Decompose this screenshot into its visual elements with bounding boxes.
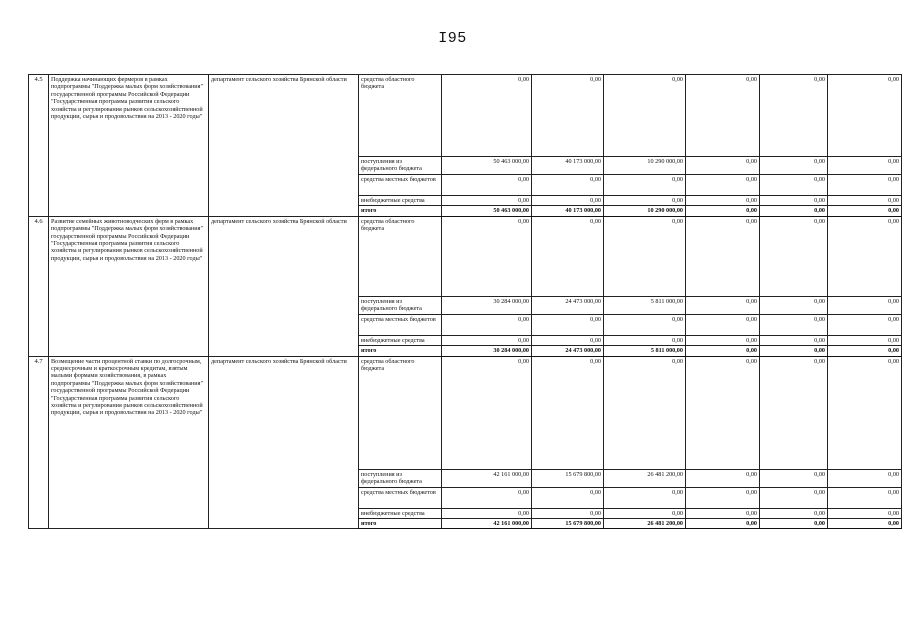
amount-cell: 0,00: [532, 75, 604, 157]
amount-cell: 0,00: [828, 469, 902, 487]
table-row: [29, 75, 902, 157]
amount-cell: 0,00: [604, 175, 686, 196]
amount-cell: 15 679 800,00: [532, 469, 604, 487]
amount-cell: 0,00: [828, 216, 902, 296]
amount-cell: 0,00: [604, 216, 686, 296]
amount-cell: 0,00: [442, 175, 532, 196]
amount-cell: 0,00: [760, 216, 828, 296]
amount-cell: 0,00: [442, 335, 532, 345]
funding-source-label: средства местных бюджетов: [359, 314, 442, 335]
amount-cell: 0,00: [442, 216, 532, 296]
amount-cell: 0,00: [442, 356, 532, 469]
funding-source-label: итого: [359, 519, 442, 529]
item-executor: департамент сельского хозяйства Брянской области: [209, 216, 359, 356]
amount-cell: 0,00: [828, 519, 902, 529]
amount-cell: 0,00: [760, 75, 828, 157]
funding-source-label: средства областного бюджета: [359, 356, 442, 469]
item-number: 4.6: [29, 216, 49, 356]
amount-cell: 0,00: [686, 175, 760, 196]
amount-cell: 0,00: [760, 206, 828, 216]
amount-cell: 24 473 000,00: [532, 296, 604, 314]
amount-cell: 0,00: [686, 157, 760, 175]
funding-source-label: поступления из федерального бюджета: [359, 469, 442, 487]
amount-cell: 0,00: [760, 346, 828, 356]
amount-cell: 0,00: [828, 314, 902, 335]
amount-cell: 0,00: [828, 157, 902, 175]
amount-cell: 10 290 000,00: [604, 157, 686, 175]
funding-source-label: внебюджетные средства: [359, 508, 442, 518]
amount-cell: 0,00: [686, 216, 760, 296]
amount-cell: 26 481 200,00: [604, 519, 686, 529]
amount-cell: 0,00: [686, 206, 760, 216]
amount-cell: 0,00: [604, 356, 686, 469]
amount-cell: 0,00: [828, 356, 902, 469]
amount-cell: 0,00: [686, 519, 760, 529]
funding-source-label: средства местных бюджетов: [359, 175, 442, 196]
amount-cell: 0,00: [760, 356, 828, 469]
amount-cell: 10 290 000,00: [604, 206, 686, 216]
amount-cell: 0,00: [828, 175, 902, 196]
amount-cell: 0,00: [828, 75, 902, 157]
amount-cell: 0,00: [532, 356, 604, 469]
amount-cell: 0,00: [532, 216, 604, 296]
amount-cell: 0,00: [686, 487, 760, 508]
amount-cell: 40 173 000,00: [532, 157, 604, 175]
item-number: 4.7: [29, 356, 49, 529]
amount-cell: 0,00: [686, 469, 760, 487]
amount-cell: 0,00: [760, 469, 828, 487]
funding-source-label: внебюджетные средства: [359, 196, 442, 206]
funding-source-label: итого: [359, 346, 442, 356]
amount-cell: 0,00: [604, 487, 686, 508]
amount-cell: 0,00: [532, 487, 604, 508]
amount-cell: 5 811 000,00: [604, 346, 686, 356]
amount-cell: 24 473 000,00: [532, 346, 604, 356]
amount-cell: 42 161 000,00: [442, 469, 532, 487]
amount-cell: 0,00: [442, 487, 532, 508]
amount-cell: 50 463 000,00: [442, 157, 532, 175]
amount-cell: 0,00: [828, 196, 902, 206]
amount-cell: 5 811 000,00: [604, 296, 686, 314]
funding-source-label: итого: [359, 206, 442, 216]
amount-cell: 50 463 000,00: [442, 206, 532, 216]
item-title: Развитие семейных животноводческих ферм в рамках подпрограммы "Поддержка малых форм хозяйствования" государственной программы Российской Федерации "Государственная программа развития сельского хозяйства и регулирования рынков сельскохозяйственной продукции, сырья и продовольствия на 2013 - 2020 годы": [49, 216, 209, 356]
amount-cell: 0,00: [442, 508, 532, 518]
amount-cell: 0,00: [686, 508, 760, 518]
budget-table: [28, 74, 902, 529]
amount-cell: 0,00: [442, 314, 532, 335]
amount-cell: 0,00: [442, 75, 532, 157]
item-number: 4.5: [29, 75, 49, 217]
amount-cell: 0,00: [604, 508, 686, 518]
funding-source-label: средства областного бюджета: [359, 75, 442, 157]
amount-cell: 15 679 800,00: [532, 519, 604, 529]
item-executor: департамент сельского хозяйства Брянской области: [209, 356, 359, 529]
amount-cell: 0,00: [760, 296, 828, 314]
amount-cell: 0,00: [532, 335, 604, 345]
amount-cell: 0,00: [828, 335, 902, 345]
amount-cell: 0,00: [532, 314, 604, 335]
amount-cell: 0,00: [828, 206, 902, 216]
amount-cell: 0,00: [604, 196, 686, 206]
amount-cell: 0,00: [828, 487, 902, 508]
amount-cell: 0,00: [828, 296, 902, 314]
funding-source-label: поступления из федерального бюджета: [359, 296, 442, 314]
page-number: I95: [438, 30, 467, 47]
amount-cell: 42 161 000,00: [442, 519, 532, 529]
funding-source-label: поступления из федерального бюджета: [359, 157, 442, 175]
amount-cell: 0,00: [604, 314, 686, 335]
amount-cell: 0,00: [686, 335, 760, 345]
amount-cell: 0,00: [442, 196, 532, 206]
amount-cell: 0,00: [686, 314, 760, 335]
amount-cell: 0,00: [686, 75, 760, 157]
amount-cell: 0,00: [686, 296, 760, 314]
amount-cell: 0,00: [828, 508, 902, 518]
amount-cell: 0,00: [760, 157, 828, 175]
amount-cell: 0,00: [532, 175, 604, 196]
amount-cell: 0,00: [760, 175, 828, 196]
amount-cell: 0,00: [604, 335, 686, 345]
amount-cell: 0,00: [760, 508, 828, 518]
amount-cell: 0,00: [532, 508, 604, 518]
table-row: [29, 216, 902, 296]
amount-cell: 0,00: [760, 487, 828, 508]
amount-cell: 0,00: [760, 335, 828, 345]
table-row: [29, 356, 902, 469]
item-title: Возмещение части процентной ставки по долгосрочным, среднесрочным и краткосрочным кредитам, взятым малыми формами хозяйствования, в рамках подпрограммы "Поддержка малых форм хозяйствования" государственной программы Российской Федерации "Государственная программа развития сельского хозяйства и регулирования рынков сельскохозяйственной продукции, сырья и продовольствия на 2013 - 2020 годы": [49, 356, 209, 529]
amount-cell: 30 284 000,00: [442, 346, 532, 356]
item-title: Поддержка начинающих фермеров в рамках подпрограммы "Поддержка малых форм хозяйствования" государственной программы Российской Федерации "Государственная программа развития сельского хозяйства и регулирования рынков сельскохозяйственной продукции, сырья и продовольствия на 2013 - 2020 годы": [49, 75, 209, 217]
amount-cell: 0,00: [828, 346, 902, 356]
item-executor: департамент сельского хозяйства Брянской области: [209, 75, 359, 217]
amount-cell: 30 284 000,00: [442, 296, 532, 314]
amount-cell: 0,00: [686, 346, 760, 356]
amount-cell: 26 481 200,00: [604, 469, 686, 487]
amount-cell: 0,00: [604, 75, 686, 157]
amount-cell: 0,00: [686, 356, 760, 469]
funding-source-label: средства местных бюджетов: [359, 487, 442, 508]
amount-cell: 0,00: [760, 519, 828, 529]
amount-cell: 0,00: [760, 314, 828, 335]
funding-source-label: средства областного бюджета: [359, 216, 442, 296]
amount-cell: 40 173 000,00: [532, 206, 604, 216]
amount-cell: 0,00: [686, 196, 760, 206]
funding-source-label: внебюджетные средства: [359, 335, 442, 345]
amount-cell: 0,00: [760, 196, 828, 206]
amount-cell: 0,00: [532, 196, 604, 206]
